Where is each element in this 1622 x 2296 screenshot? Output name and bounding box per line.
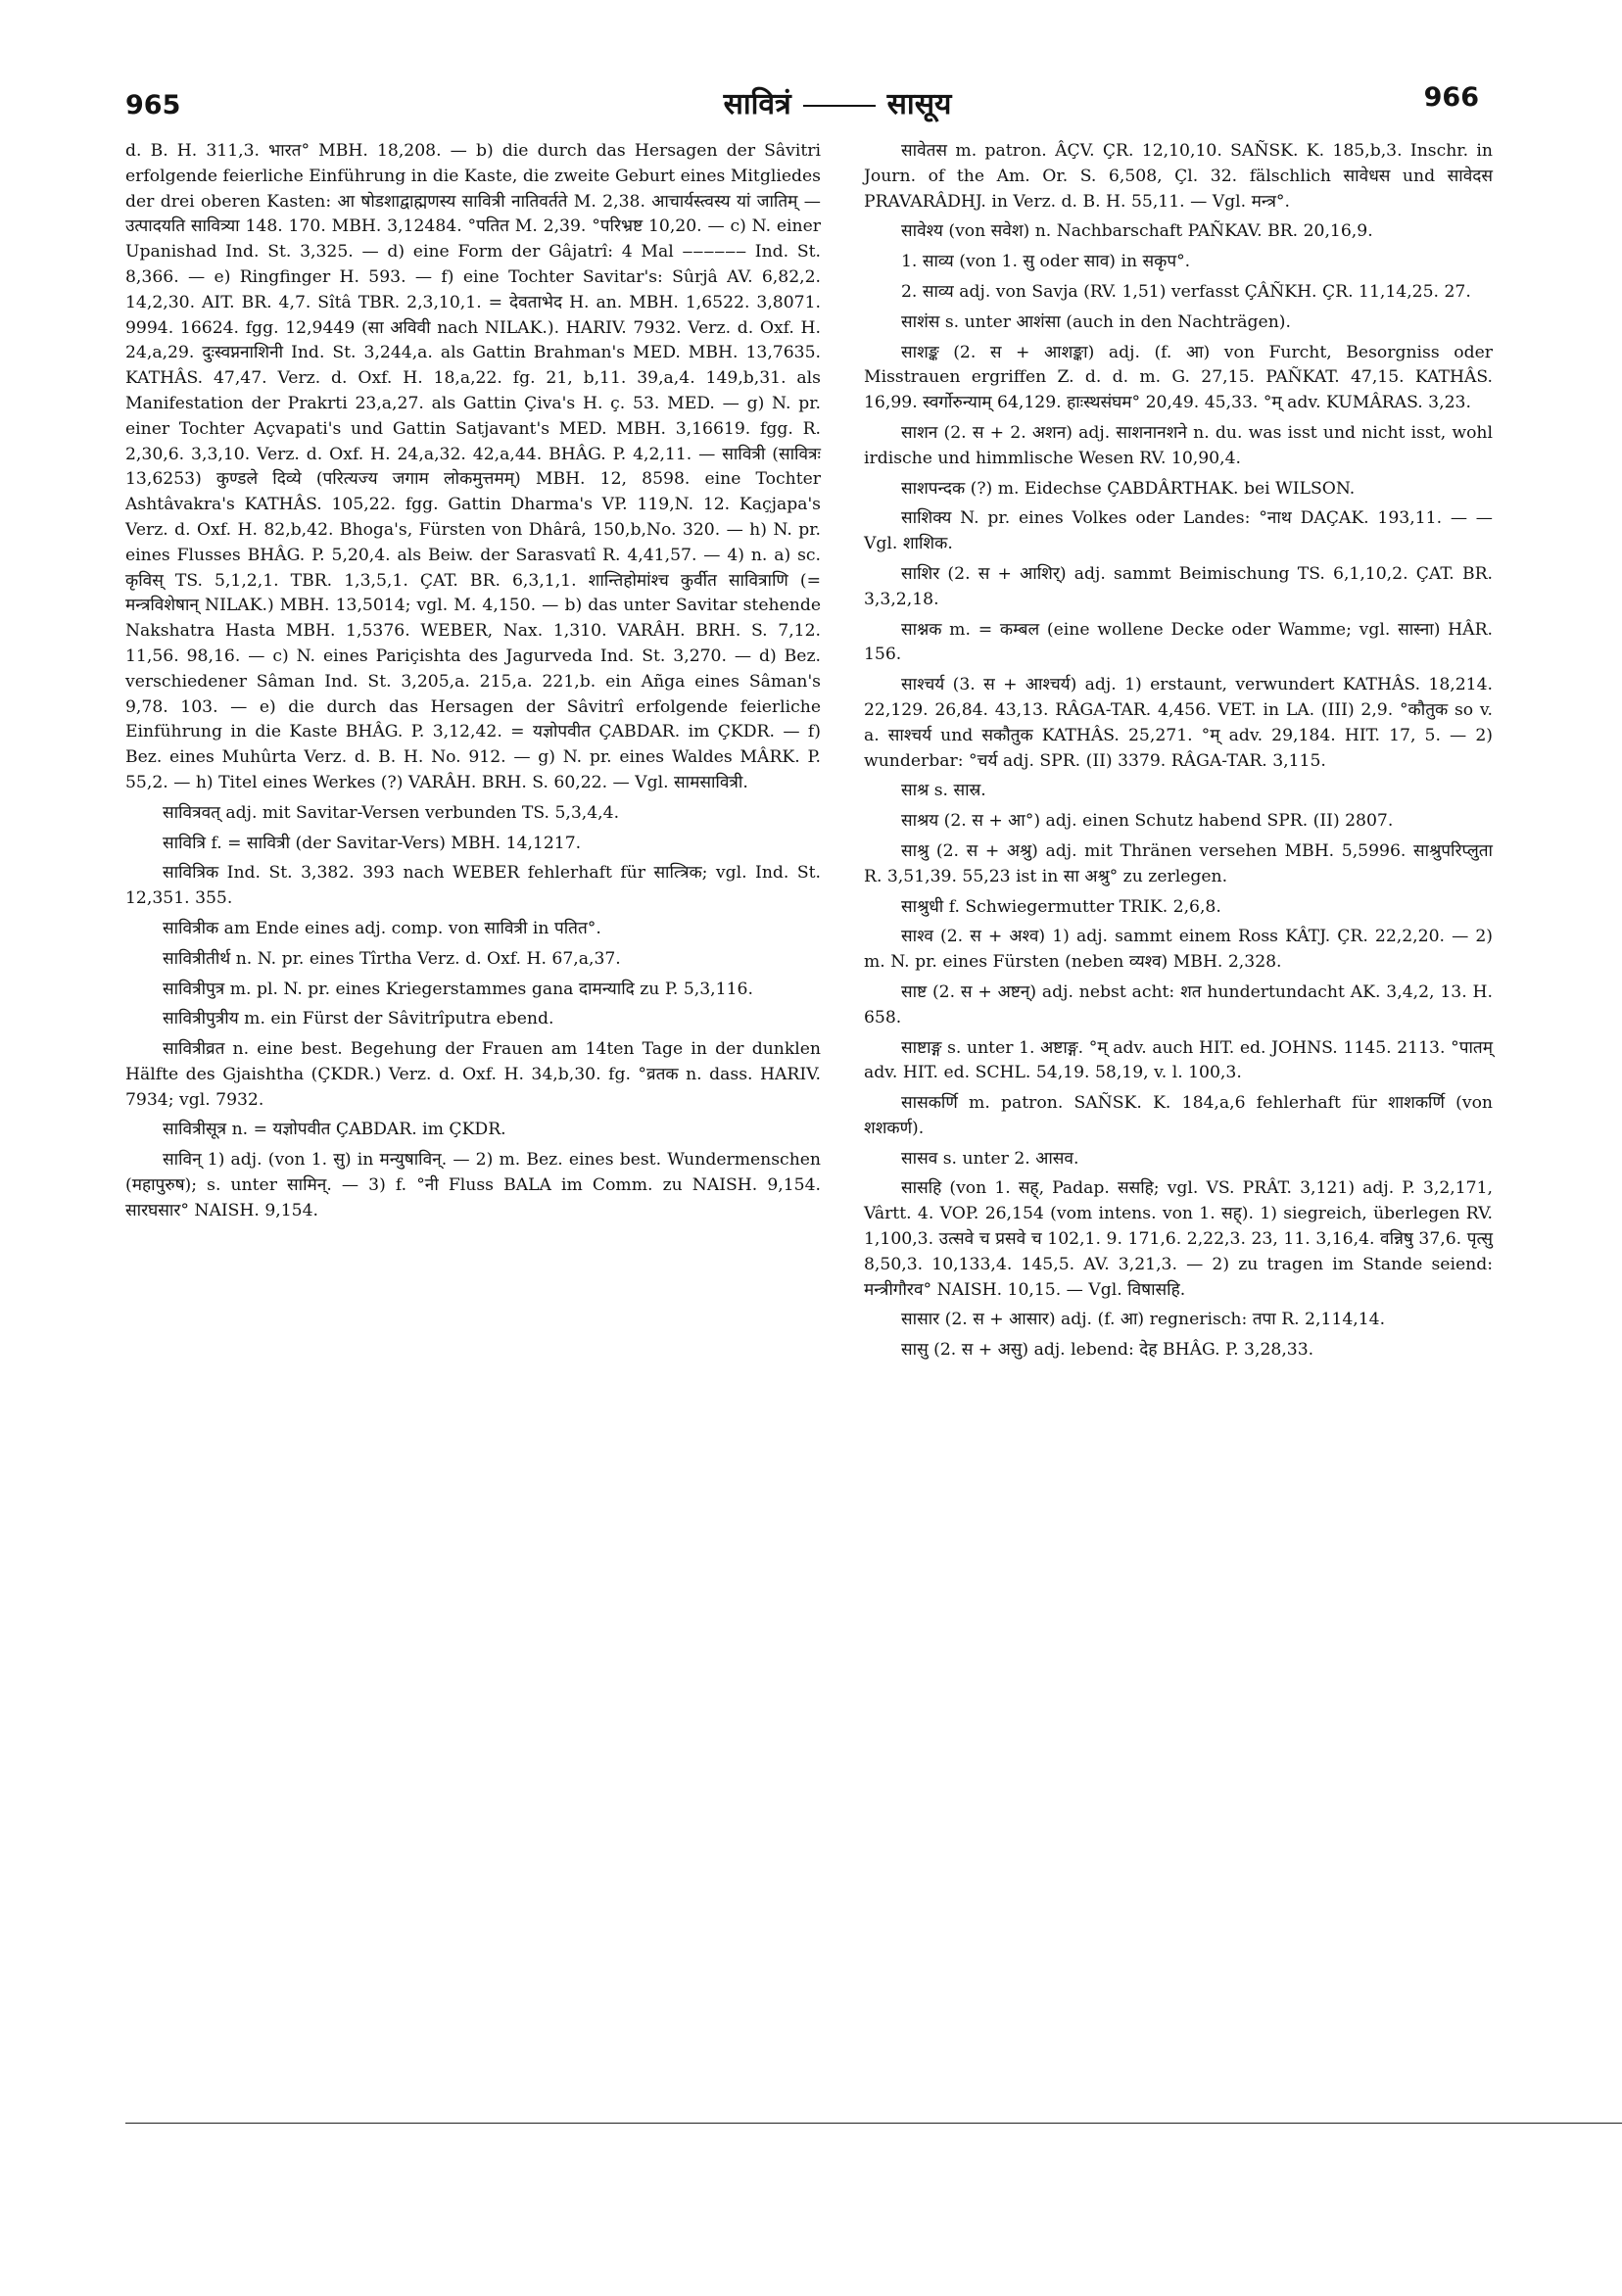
dictionary-entry: साष्ट (2. स + अष्टन्) adj. nebst acht: शत hundertundacht AK. 3,4,2, 13. H. 658.: [864, 981, 1493, 1028]
dictionary-entry: सावित्रिक Ind. St. 3,382. 393 nach WEBER fehlerhaft für सात्त्रिक; vgl. Ind. St. 12,351. 355.: [125, 863, 821, 909]
page-number-left: 965: [125, 90, 181, 120]
dictionary-entry: सासार (2. स + आसार) adj. (f. आ) regnerisch: तपा R. 2,114,14.: [901, 1310, 1386, 1330]
running-title: [676, 82, 999, 122]
title-dash: [803, 105, 876, 107]
dictionary-entry: सासकर्णि m. patron. SAÑSK. K. 184,a,6 fehlerhaft für शाशकर्णि (von शशकर्ण).: [864, 1093, 1493, 1138]
dictionary-entry: सावित्रवत् adj. mit Savitar-Versen verbunden TS. 5,3,4,4.: [163, 802, 620, 823]
dictionary-entry: सावित्रीसूत्र n. = यज्ञोपवीत ÇABDAR. im ÇKDR.: [163, 1120, 506, 1140]
dictionary-entry: साशङ्क (2. स + आशङ्का) adj. (f. आ) von Furcht, Besorgniss oder Misstrauen ergriffen Z. d. d. m. G. 27,15. PAÑKAT. 47,15. KATHÂS. 16,99. स्वर्गोरुन्याम् 64,129. हाःस्थसंघम° 20,49. 45,33. °म् adv. KUMÂRAS. 3,23.: [864, 342, 1493, 413]
dictionary-entry: साशपन्दक (?) m. Eidechse ÇABDÂRTHAK. bei WILSON.: [901, 478, 1356, 499]
page-header: [0, 0, 1622, 147]
dictionary-entry: साश्चर्य (3. स + आश्चर्य) adj. 1) erstaunt, verwundert KATHÂS. 18,214. 22,129. 26,84. 43,13. RÂGA-TAR. 4,456. VET. in LA. (III) 2,9. °कौतुक so v. a. साश्चर्य und सकौतुक KATHÂS. 25,271. °म् adv. 29,184. HIT. 17, 5. — 2) wunderbar: °चर्य adj. SPR. (II) 3379. RÂGA-TAR. 3,115.: [864, 675, 1493, 771]
dictionary-entry: सावित्रीक am Ende eines adj. comp. von सावित्री in पतित°.: [163, 918, 601, 938]
running-title-first-word: सावित्रं: [723, 87, 791, 121]
dictionary-entry: सासव s. unter 2. आसव.: [901, 1148, 1079, 1169]
dictionary-entry: सावित्रीपुत्र m. pl. N. pr. eines Kriegerstammes gana दामन्यादि zu P. 5,3,116.: [163, 979, 753, 999]
left-column: [125, 139, 821, 1229]
dictionary-entry: साश्रुधी f. Schwiegermutter TRIK. 2,6,8.: [901, 896, 1221, 917]
dictionary-entry: सावेतस m. patron. ÂÇV. ÇR. 12,10,10. SAÑSK. K. 185,b,3. Inschr. in Journ. of the Am. Or. S. 6,508, Çl. 32. fälschlich सावेधस und सावेदस PRAVARÂDHJ. in Verz. d. B. H. 55,11. — Vgl. मन्त्र°.: [864, 141, 1493, 212]
dictionary-entry: साविन् 1) adj. (von 1. सु) in मन्युषाविन्. — 2) m. Bez. eines best. Wundermenschen (महापुरुष); s. unter सामिन्. — 3) f. °नी Fluss BALA im Comm. zu NAISH. 9,154. सारघसार° NAISH. 9,154.: [125, 1150, 821, 1220]
page-number-right: 966: [1423, 82, 1479, 113]
dictionary-entry: साशन (2. स + 2. अशन) adj. साशनानशने n. du. was isst und nicht isst, wohl irdische und himmlische Wesen RV. 10,90,4.: [864, 422, 1493, 468]
running-title-last-word: सासूय: [886, 87, 952, 121]
dictionary-entry: सावित्रीव्रत n. eine best. Begehung der Frauen am 14ten Tage in der dunklen Hälfte des Gjaishtha (ÇKDR.) Verz. d. Oxf. H. 34,b,30. fg. °व्रतक n. dass. HARIV. 7934; vgl. 7932.: [125, 1039, 821, 1110]
dictionary-entry: साशंस s. unter आशंसा (auch in den Nachträgen).: [901, 311, 1291, 332]
dictionary-entry: सावित्रि f. = सावित्री (der Savitar-Vers) MBH. 14,1217.: [163, 833, 582, 853]
dictionary-entry-continuation: d. B. H. 311,3. भारत° MBH. 18,208. — b) die durch das Hersagen der Sâvitri erfolgende feierliche Einführung in die Kaste, die zweite Geburt eines Mitgliedes der drei oberen Kasten: आ षोडशाद्वाह्मणस्य सावित्री नातिवर्तते M. 2,38. आचार्यस्त्वस्य यां जातिम् — उत्पादयति सावित्र्या 148. 170. MBH. 3,12484. °पतित M. 2,39. °परिभ्रष्ट 10,20. — c) N. einer Upanishad Ind. St. 3,325. — d) eine Form der Gâjatrî: 4 Mal ‒‒‒‒‒‒ Ind. St. 8,366. — e) Ringfinger H. 593. — f) eine Tochter Savitar's: Sûrjâ AV. 6,82,2. 14,2,30. AIT. BR. 4,7. Sîtâ TBR. 2,3,10,1. = देवताभेद H. an. MBH. 1,6522. 3,8071. 9994. 16624. fgg. 12,9449 (सा अविवी nach NILAK.). HARIV. 7932. Verz. d. Oxf. H. 24,a,29. दुःस्वप्ननाशिनी Ind. St. 3,244,a. als Gattin Brahman's MED. MBH. 13,7635. KATHÂS. 47,47. Verz. d. Oxf. H. 18,a,22. fg. 21, b,11. 39,a,4. 149,b,31. als Manifestation der Prakrti 23,a,27. als Gattin Çiva's H. ç. 53. MED. — g) N. pr. einer Tochter Açvapati's und Gattin Satjavant's MED. MBH. 3,16619. fgg. R. 2,30,6. 3,3,10. Verz. d. Oxf. H. 24,a,32. 42,a,44. BHÂG. P. 4,2,11. — सावित्री (सावित्रः 13,6253) कुण्डले दिव्ये (परित्यज्य जगाम लोकमुत्तमम्) MBH. 12, 8598. eine Tochter Ashtâvakra's KATHÂS. 105,22. fgg. Gattin Dharma's VP. 119,N. 12. Kaçjapa's Verz. d. Oxf. H. 82,b,42. Bhoga's, Fürsten von Dhârâ, 150,b,No. 320. — h) N. pr. eines Flusses BHÂG. P. 5,20,4. als Beiw. der Sarasvatî R. 4,41,57. — 4) n. a) sc. कृविस् TS. 5,1,2,1. TBR. 1,3,5,1. ÇAT. BR. 6,3,1,1. शान्तिहोमांश्च कुर्वीत सावित्राणि (= मन्त्रविशेषान् NILAK.) MBH. 13,5014; vgl. M. 4,150. — b) das unter Savitar stehende Nakshatra Hasta MBH. 1,5376. WEBER, Nax. 1,310. VARÂH. BRH. S. 7,12. 11,56. 98,16. — c) N. eines Pariçishta des Jagurveda Ind. St. 3,270. — d) Bez. verschiedener Sâman Ind. St. 3,205,a. 215,a. 221,b. ein Añga eines Sâman's 9,78. 103. — e) die durch das Hersagen der Sâvitrî erfolgende feierliche Einführung in die Kaste BHÂG. P. 3,12,42. = यज्ञोपवीत ÇABDAR. im ÇKDR. — f) Bez. eines Muhûrta Verz. d. B. H. No. 912. — g) N. pr. eines Waldes MÂRK. P. 55,2. — h) Titel eines Werkes (?) VARÂH. BRH. S. 60,22. — Vgl. सामसावित्री.: [125, 141, 821, 792]
dictionary-entry: सावित्रीपुत्रीय m. ein Fürst der Sâvitrîputra ebend.: [163, 1009, 554, 1029]
dictionary-entry: 1. साव्य (von 1. सु oder साव) in सकृप°.: [901, 252, 1191, 272]
right-column: [864, 139, 1493, 1368]
dictionary-entry: सासु (2. स + असु) adj. lebend: देह BHÂG. P. 3,28,33.: [901, 1340, 1314, 1361]
dictionary-entry: सासहि (von 1. सह्, Padap. ससहि; vgl. VS. PRÂT. 3,121) adj. P. 3,2,171, Vârtt. 4. VOP. 26,154 (vom intens. von 1. सह्). 1) siegreich, überlegen RV. 1,100,3. उत्सवे च प्रसवे च 102,1. 9. 171,6. 2,22,3. 23, 11. 3,16,4. वन्निषु 37,6. पृत्सु 8,50,3. 10,133,4. 145,5. AV. 3,21,3. — 2) zu tragen im Stande seiend: मन्त्रीगौरव° NAISH. 10,15. — Vgl. विषासहि.: [864, 1178, 1493, 1300]
dictionary-entry: साश्र s. सास्र.: [901, 781, 986, 801]
dictionary-entry: साश्व (2. स + अश्व) 1) adj. sammt einem Ross KÂTJ. ÇR. 22,2,20. — 2) m. N. pr. eines Fürsten (neben व्यश्व) MBH. 2,328.: [864, 927, 1493, 973]
dictionary-entry: साश्रु (2. स + अश्रु) adj. mit Thränen versehen MBH. 5,5996. साश्रुपरिप्लुता R. 3,51,39. 55,23 ist in सा अश्रु° zu zerlegen.: [864, 840, 1493, 886]
dictionary-entry: साश्नक m. = कम्बल (eine wollene Decke oder Wamme; vgl. सास्ना) HÂR. 156.: [864, 619, 1493, 665]
dictionary-entry: साष्टाङ्ग s. unter 1. अष्टाङ्ग. °म् adv. auch HIT. ed. JOHNS. 1145. 2113. °पातम् adv. HIT. ed. SCHL. 54,19. 58,19, v. l. 100,3.: [864, 1037, 1493, 1083]
dictionary-entry: सावेश्य (von सवेश) n. Nachbarschaft PAÑKAV. BR. 20,16,9.: [901, 221, 1373, 242]
dictionary-entry: 2. साव्य adj. von Savja (RV. 1,51) verfasst ÇÂÑKH. ÇR. 11,14,25. 27.: [901, 281, 1471, 302]
dictionary-entry: साश्रय (2. स + आ°) adj. einen Schutz habend SPR. (II) 2807.: [901, 811, 1394, 832]
footer-rule: [125, 2123, 1622, 2124]
dictionary-entry: साशिर (2. स + आशिर्) adj. sammt Beimischung TS. 6,1,10,2. ÇAT. BR. 3,3,2,18.: [864, 563, 1493, 609]
dictionary-entry: सावित्रीतीर्थ n. N. pr. eines Tîrtha Verz. d. Oxf. H. 67,a,37.: [163, 948, 621, 969]
dictionary-entry: साशिक्य N. pr. eines Volkes oder Landes: °नाथ DAÇAK. 193,11. — — Vgl. शाशिक.: [864, 508, 1493, 554]
